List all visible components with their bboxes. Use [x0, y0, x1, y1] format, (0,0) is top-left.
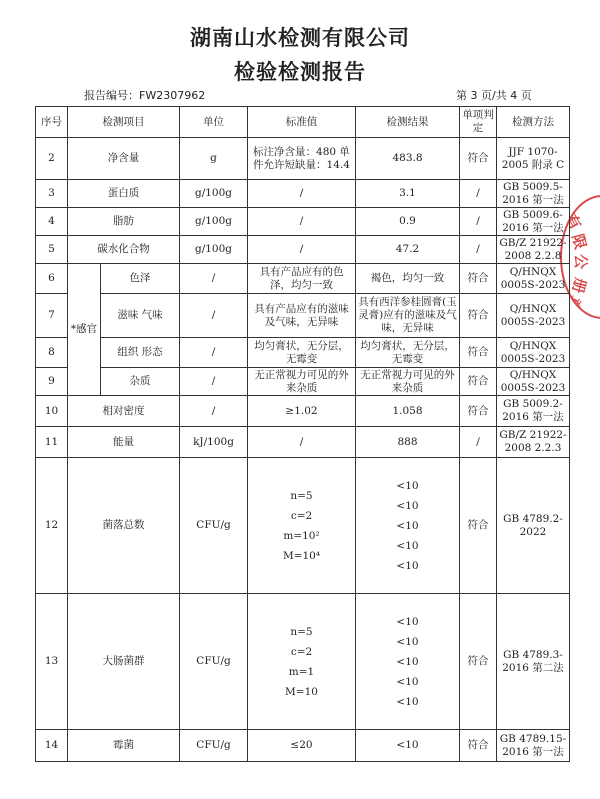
result-line: <10 — [396, 499, 419, 512]
table-row — [36, 236, 570, 264]
header-row — [36, 107, 570, 138]
cell-no: 2 — [36, 138, 68, 180]
seal-char: 有 — [561, 210, 585, 233]
cell-no: 8 — [36, 338, 68, 368]
cell-judge: / — [460, 236, 497, 264]
cell-method: GB 5009.2-2016 第一法 — [497, 396, 570, 427]
table-row — [36, 427, 570, 458]
cell-no: 5 — [36, 236, 68, 264]
cell-unit: CFU/g — [180, 730, 248, 762]
cell-no: 13 — [36, 594, 68, 730]
table-row — [36, 730, 570, 762]
cell-standard: 标注净含量：480 单件允许短缺量：14.4 — [248, 138, 356, 180]
seal-char: 公 — [572, 253, 591, 270]
criterion-line: M=10 — [285, 685, 318, 698]
cell-item: 杂质 — [101, 368, 180, 396]
cell-judge: 符合 — [460, 368, 497, 396]
criterion-line: m=10² — [283, 529, 320, 542]
cell-standard: 均匀膏状，无分层，无霉变 — [248, 338, 356, 368]
table-row — [36, 458, 570, 594]
cell-method: GB 4789.2-2022 — [497, 458, 570, 594]
col-header-method: 检测方法 — [497, 107, 570, 138]
cell-standard: 无正常视力可见的外来杂质 — [248, 368, 356, 396]
cell-standard — [248, 594, 356, 730]
cell-unit: / — [180, 338, 248, 368]
company-name: 湖南山水检测有限公司 — [190, 26, 410, 50]
seal-char: 限 — [568, 232, 590, 252]
cell-unit: kJ/100g — [180, 427, 248, 458]
cell-no: 3 — [36, 180, 68, 208]
cell-method: GB/Z 21922-2008 2.2.8 — [497, 236, 570, 264]
cell-judge: 符合 — [460, 396, 497, 427]
table-row — [36, 208, 570, 236]
cell-unit: g/100g — [180, 180, 248, 208]
cell-item: 蛋白质 — [68, 180, 180, 208]
criterion-line: M=10⁴ — [282, 549, 321, 562]
col-header-result: 检测结果 — [356, 107, 460, 138]
cell-unit: g/100g — [180, 236, 248, 264]
criterion-line: n=5 — [290, 489, 313, 502]
cell-unit: / — [180, 294, 248, 338]
table-row — [36, 594, 570, 730]
cell-method: GB/Z 21922-2008 2.2.3 — [497, 427, 570, 458]
cell-standard: ≤20 — [248, 730, 356, 762]
cell-item: 净含量 — [68, 138, 180, 180]
col-header-standard: 标准值 — [248, 107, 356, 138]
cell-judge: 符合 — [460, 458, 497, 594]
seal-char: 章 — [561, 292, 585, 315]
cell-group-sensory: *感官 — [68, 264, 101, 396]
table-row — [36, 396, 570, 427]
cell-unit: / — [180, 264, 248, 294]
cell-judge: 符合 — [460, 730, 497, 762]
cell-no: 6 — [36, 264, 68, 294]
cell-result: 无正常视力可见的外来杂质 — [356, 368, 460, 396]
cell-standard: 具有产品应有的色泽，均匀一致 — [248, 264, 356, 294]
result-line: <10 — [396, 479, 419, 492]
cell-method: GB 5009.6-2016 第一法 — [497, 208, 570, 236]
cell-unit: g — [180, 138, 248, 180]
cell-item: 组织 形态 — [101, 338, 180, 368]
table-row — [36, 368, 570, 396]
cell-unit: g/100g — [180, 208, 248, 236]
cell-result: 褐色，均匀一致 — [356, 264, 460, 294]
cell-method: Q/HNQX 0005S-2023 — [497, 264, 570, 294]
cell-unit: CFU/g — [180, 458, 248, 594]
cell-result: 1.058 — [356, 396, 460, 427]
result-line: <10 — [396, 655, 419, 668]
page-indicator: 第 3 页/共 4 页 — [456, 89, 532, 102]
table-row — [36, 180, 570, 208]
cell-standard: / — [248, 427, 356, 458]
cell-method: Q/HNQX 0005S-2023 — [497, 338, 570, 368]
col-header-item: 检测项目 — [68, 107, 180, 138]
cell-item: 相对密度 — [68, 396, 180, 427]
cell-judge: / — [460, 427, 497, 458]
cell-result: <10 — [356, 730, 460, 762]
cell-result — [356, 594, 460, 730]
cell-standard: / — [248, 236, 356, 264]
cell-result: 47.2 — [356, 236, 460, 264]
criterion-line: m=1 — [288, 665, 315, 678]
cell-item: 碳水化合物 — [68, 236, 180, 264]
cell-no: 10 — [36, 396, 68, 427]
cell-result: 0.9 — [356, 208, 460, 236]
result-line: <10 — [396, 615, 419, 628]
cell-standard: 具有产品应有的滋味及气味，无异味 — [248, 294, 356, 338]
report-number: 报告编号：FW2307962 — [84, 89, 206, 102]
cell-result — [356, 458, 460, 594]
cell-method: GB 5009.5-2016 第一法 — [497, 180, 570, 208]
criterion-line: c=2 — [290, 645, 313, 658]
cell-item: 脂肪 — [68, 208, 180, 236]
cell-no: 11 — [36, 427, 68, 458]
cell-item: 菌落总数 — [68, 458, 180, 594]
cell-result: 888 — [356, 427, 460, 458]
cell-no: 4 — [36, 208, 68, 236]
table-row — [36, 138, 570, 180]
cell-judge: 符合 — [460, 594, 497, 730]
cell-item: 大肠菌群 — [68, 594, 180, 730]
cell-standard — [248, 458, 356, 594]
col-header-judge: 单项判定 — [460, 107, 497, 138]
table-row — [36, 294, 570, 338]
result-line: <10 — [396, 559, 419, 572]
report-title: 检验检测报告 — [234, 60, 366, 84]
cell-method: Q/HNQX 0005S-2023 — [497, 294, 570, 338]
cell-judge: 符合 — [460, 264, 497, 294]
cell-item: 滋味 气味 — [101, 294, 180, 338]
result-line: <10 — [396, 635, 419, 648]
result-line: <10 — [396, 675, 419, 688]
result-line: <10 — [396, 539, 419, 552]
result-line: <10 — [396, 519, 419, 532]
cell-unit: / — [180, 368, 248, 396]
cell-result: 具有西洋参桂圆膏(玉灵膏)应有的滋味及气味，无异味 — [356, 294, 460, 338]
cell-unit: CFU/g — [180, 594, 248, 730]
cell-result: 均匀膏状，无分层，无霉变 — [356, 338, 460, 368]
cell-unit: / — [180, 396, 248, 427]
results-table — [35, 106, 570, 762]
cell-judge: / — [460, 180, 497, 208]
cell-standard: / — [248, 208, 356, 236]
result-line: <10 — [396, 695, 419, 708]
col-header-unit: 单位 — [180, 107, 248, 138]
cell-judge: 符合 — [460, 138, 497, 180]
cell-method: Q/HNQX 0005S-2023 — [497, 368, 570, 396]
cell-judge: 符合 — [460, 294, 497, 338]
cell-no: 14 — [36, 730, 68, 762]
table-row — [36, 264, 570, 294]
criterion-line: n=5 — [290, 625, 313, 638]
cell-method: JJF 1070-2005 附录 C — [497, 138, 570, 180]
cell-no: 12 — [36, 458, 68, 594]
col-header-no: 序号 — [36, 107, 68, 138]
cell-item: 能量 — [68, 427, 180, 458]
cell-judge: 符合 — [460, 338, 497, 368]
cell-judge: / — [460, 208, 497, 236]
cell-item: 色泽 — [101, 264, 180, 294]
cell-standard: ≥1.02 — [248, 396, 356, 427]
cell-method: GB 4789.15-2016 第一法 — [497, 730, 570, 762]
table-row — [36, 338, 570, 368]
cell-result: 3.1 — [356, 180, 460, 208]
cell-no: 7 — [36, 294, 68, 338]
cell-method: GB 4789.3-2016 第二法 — [497, 594, 570, 730]
cell-no: 9 — [36, 368, 68, 396]
cell-standard: / — [248, 180, 356, 208]
seal-char: 册 — [568, 275, 590, 295]
cell-result: 483.8 — [356, 138, 460, 180]
cell-item: 霉菌 — [68, 730, 180, 762]
criterion-line: c=2 — [290, 509, 313, 522]
